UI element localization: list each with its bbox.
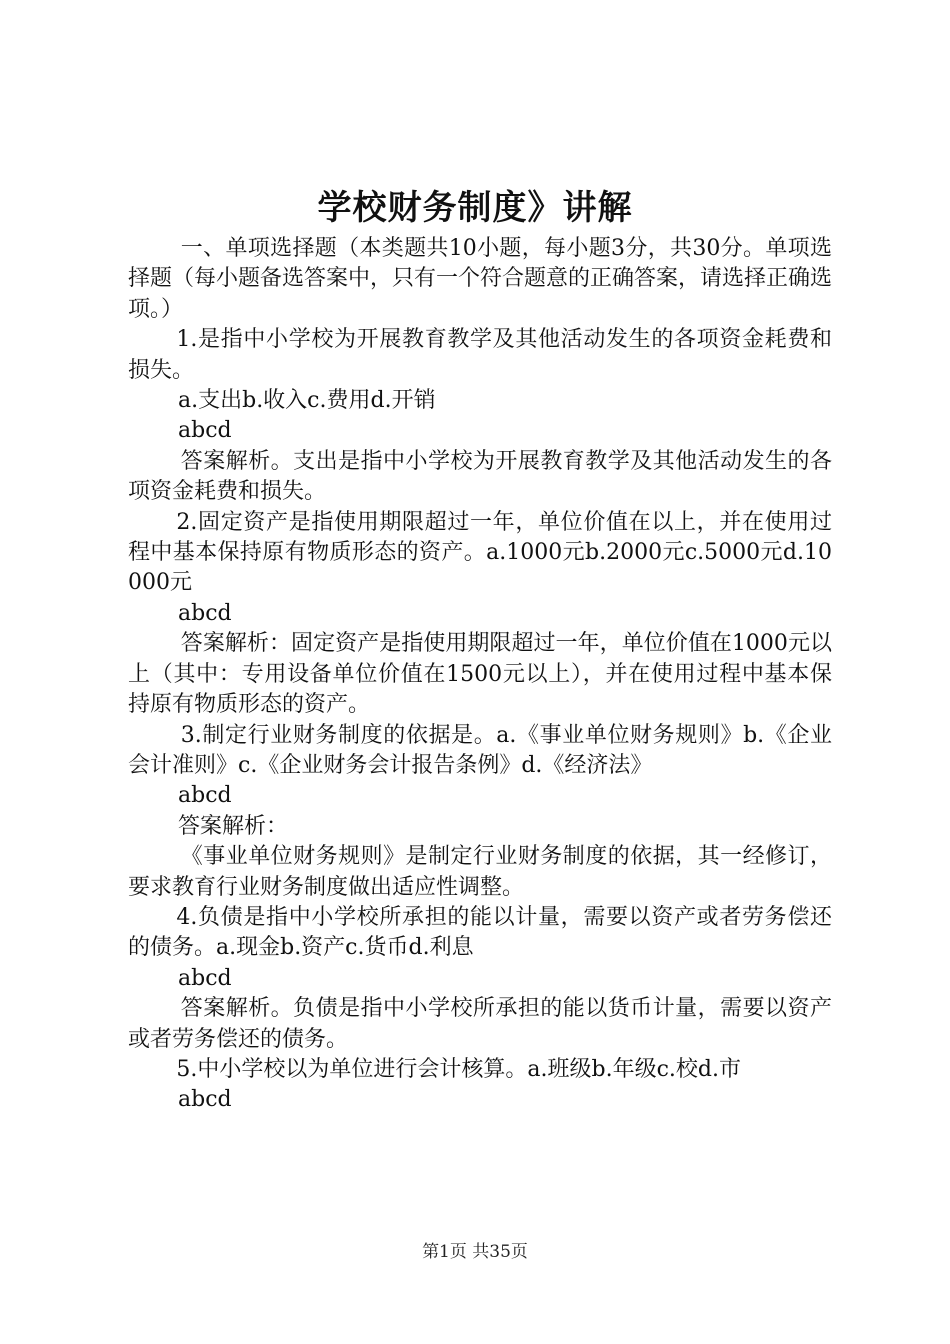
question-2-choices: abcd [178, 600, 232, 626]
question-1-answer: 答案解析。支出是指中小学校为开展教育教学及其他活动发生的各项资金耗费和损失。 [128, 448, 832, 505]
question-1-options: a.支出b.收入c.费用d.开销 [178, 388, 436, 414]
question-3-answer: 《事业单位财务规则》是制定行业财务制度的依据，其一经修订，要求教育行业财务制度做出适应性调整。 [128, 844, 832, 900]
section-heading: 一、单项选择题（本类题共10小题，每小题3分，共30分。单项选择题（每小题备选答案中，只有一个符合题意的正确答案，请选择正确选项。） [128, 236, 833, 322]
document-body [128, 234, 832, 1116]
question-3-choices: abcd [178, 783, 232, 809]
document-title: 学校财务制度》讲解 [317, 188, 633, 228]
question-1-choices: abcd [178, 418, 232, 444]
question-5: 5.中小学校以为单位进行会计核算。a.班级b.年级c.校d.市 [176, 1056, 741, 1082]
question-1: 1.是指中小学校为开展教育教学及其他活动发生的各项资金耗费和损失。 [128, 327, 832, 383]
question-3-answer-label: 答案解析： [178, 813, 289, 839]
question-4-answer: 答案解析。负债是指中小学校所承担的能以货币计量，需要以资产或者劳务偿还的债务。 [128, 996, 832, 1052]
question-4: 4.负债是指中小学校所承担的能以计量，需要以资产或者劳务偿还的债务。a.现金b.资产c.货币d.利息 [128, 904, 832, 961]
question-3: 3.制定行业财务制度的依据是。a.《事业单位财务规则》b.《企业会计准则》c.《企业财务会计报告条例》d.《经济法》 [128, 722, 832, 778]
question-5-choices: abcd [178, 1087, 232, 1113]
question-4-choices: abcd [178, 965, 232, 991]
question-2-answer: 答案解析：固定资产是指使用期限超过一年，单位价值在1000元以上（其中：专用设备单位价值在1500元以上），并在使用过程中基本保持原有物质形态的资产。 [128, 631, 832, 718]
page-footer: 第1页 共35页 [422, 1242, 528, 1262]
question-2: 2.固定资产是指使用期限超过一年，单位价值在以上，并在使用过程中基本保持原有物质形态的资产。a.1000元b.2000元c.5000元d.10000元 [128, 509, 832, 596]
